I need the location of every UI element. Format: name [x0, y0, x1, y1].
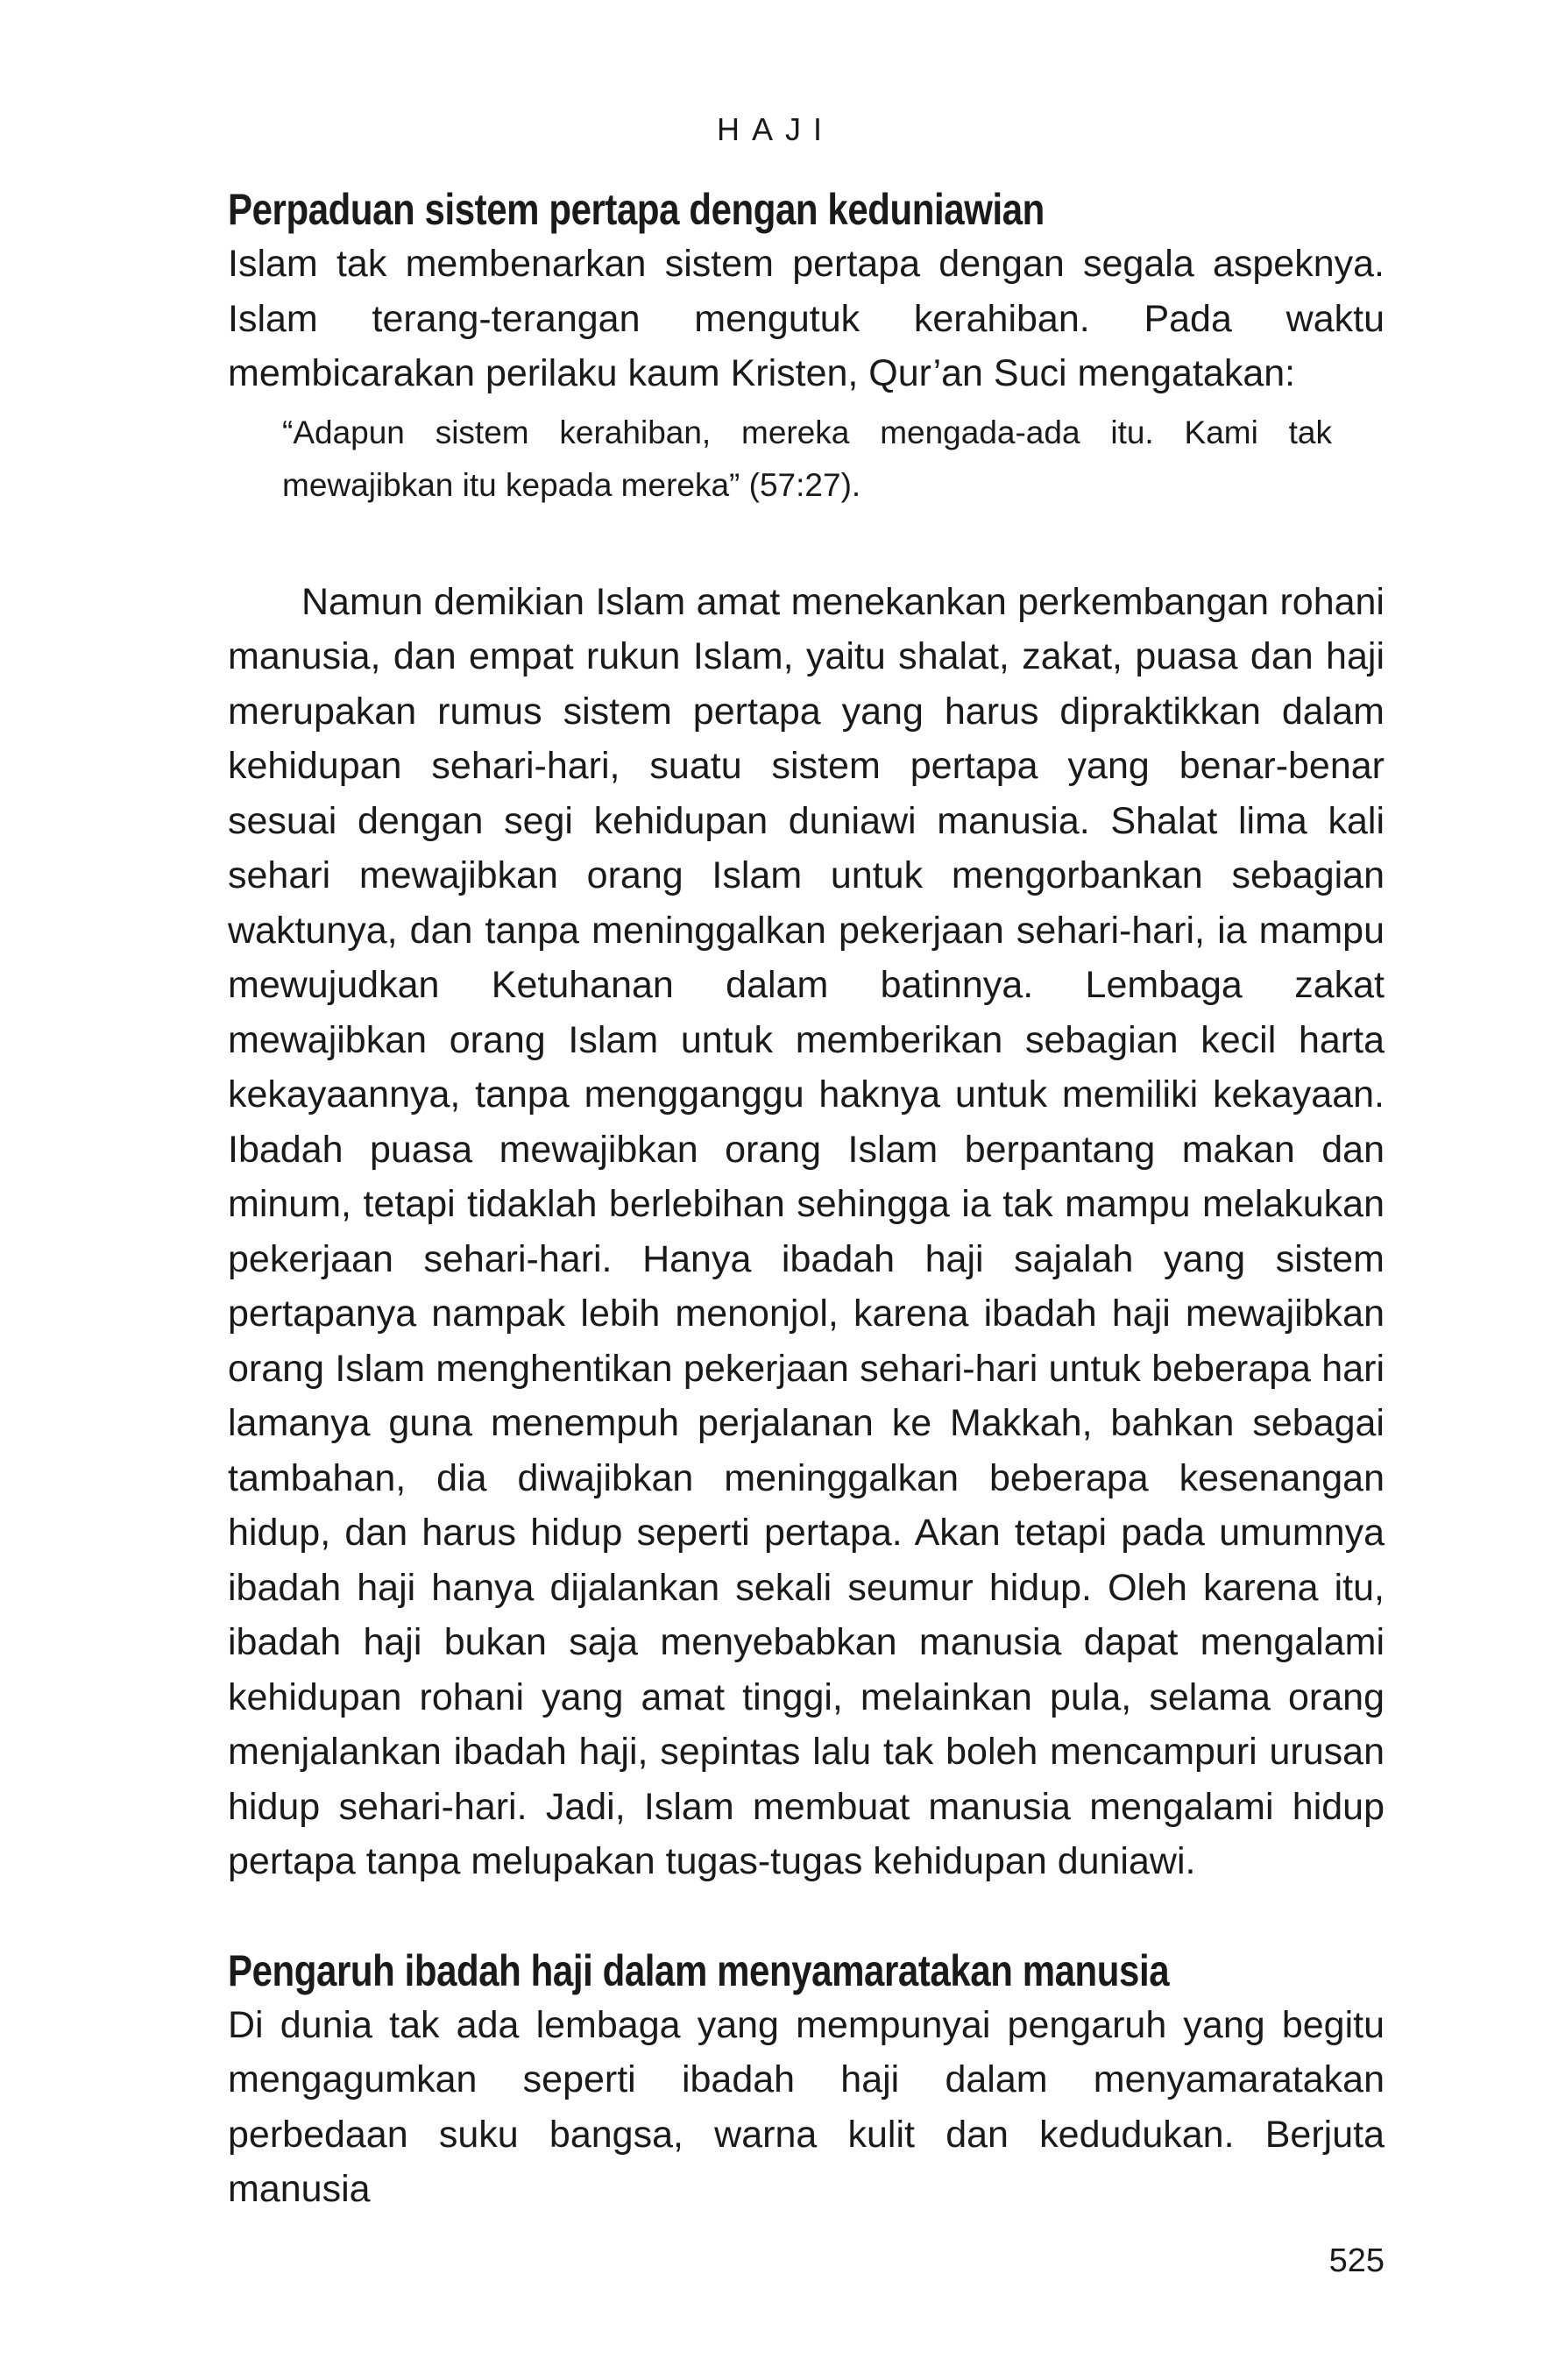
page-number: 525 [1328, 2242, 1385, 2279]
section-heading-1: Perpaduan sistem pertapa dengan keduniawian [228, 185, 1045, 234]
section-1-intro: Islam tak membenarkan sistem pertapa dengan segala aspeknya. Islam terang-terangan mengutuk kerahiban. Pada waktu membicarakan perilaku kaum Kristen, Qur’an Suci mengatakan: [228, 243, 1385, 394]
section-1-body: Namun demikian Islam amat menekankan perkembangan rohani manusia, dan empat rukun Islam, yaitu shalat, zakat, puasa dan haji merupakan rumus sistem pertapa yang harus dipraktikkan dalam kehidupan sehari-hari, suatu sistem pertapa yang benar-benar sesuai dengan segi kehidupan duniawi manusia. Shalat lima kali sehari mewajibkan orang Islam untuk mengorbankan sebagian waktunya, dan tanpa meninggalkan pekerjaan sehari-hari, ia mampu mewujudkan Ketuhanan dalam batinnya. Lembaga zakat mewajibkan orang Islam untuk memberikan sebagian kecil harta kekayaannya, tanpa mengganggu haknya untuk memiliki kekayaan. Ibadah puasa mewajibkan orang Islam berpantang makan dan minum, tetapi tidaklah berlebihan sehingga ia tak mampu melakukan pekerjaan sehari-hari. Hanya ibadah haji sajalah yang sistem pertapanya nampak lebih menonjol, karena ibadah haji mewajibkan orang Islam menghentikan pekerjaan sehari-hari untuk beberapa hari lamanya guna menempuh perjalanan ke Makkah, bahkan sebagai tambahan, dia diwajibkan meninggalkan beberapa kesenangan hidup, dan harus hidup seperti pertapa. Akan tetapi pada umumnya ibadah haji hanya dijalankan sekali seumur hidup. Oleh karena itu, ibadah haji bukan saja menyebabkan manusia dapat mengalami kehidupan rohani yang amat tinggi, melainkan pula, selama orang menjalankan ibadah haji, sepintas lalu tak boleh mencampuri urusan hidup sehari-hari. Jadi, Islam membuat manusia mengalami hidup pertapa tanpa melupakan tugas-tugas kehidupan duniawi. [228, 580, 1385, 1882]
section-heading-2: Pengaruh ibadah haji dalam menyamaratakan manusia [228, 1945, 1170, 1995]
section-2-body: Di dunia tak ada lembaga yang mempunyai pengaruh yang begitu mengagumkan seperti ibadah haji dalam menyamaratakan perbedaan suku bangsa, warna kulit dan kedudukan. Berjuta manusia [228, 2003, 1385, 2210]
page-content [228, 182, 1385, 2217]
quran-quote: “Adapun sistem kerahiban, mereka mengada-ada itu. Kami tak mewajibkan itu kepada mereka” (57:27). [282, 414, 1332, 503]
running-head: HAJI [716, 111, 834, 147]
